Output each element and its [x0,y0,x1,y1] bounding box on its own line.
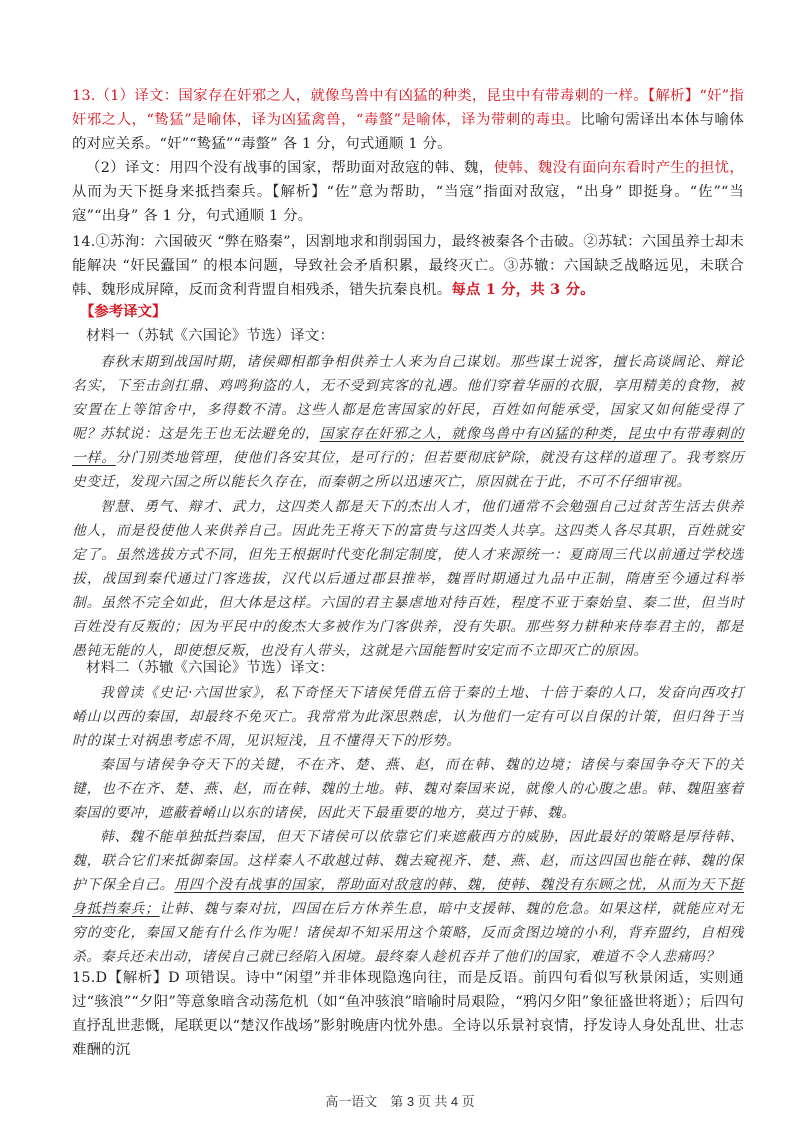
material2-p3-text-a: 韩、魏不能单独抵挡秦国，但天下诸侯可以依靠它们来遮蔽西方的威胁，因此最好的策略是厚待韩、魏，联合它们来抵御秦国。这样秦人不敢越过韩、魏去窥视齐、楚、燕、赵，而这四国也能在韩、魏的保护下保全自己。 [72,829,744,893]
material1-p2-underlined: 国家存在奸邪之人，就像鸟兽中有凶猛的种类，昆虫中有带毒刺的一样。 [72,426,745,466]
q13-part2-text-a: （2）译文：用四个没有战事的国家，帮助面对敌寇的韩、魏， [86,160,494,176]
material2-p3-text-b: 让韩、魏与秦对抗，四国在后方休养生息，暗中支援韩、魏的危急。如果这样，就能应对无穷的变化，秦国又能有什么作为呢！诸侯却不知采用这个策略，反而贪图边境的小利，背弃盟约，自相残杀。秦兵还未出动，诸侯自己就已经陷入困境。最终秦人趁机吞并了他们的国家，难道不令人悲痛吗？ [72,901,744,965]
q13-part1-label: 13.（1）译文： [72,88,179,104]
q15-answer: 15.D【解析】D 项错误。诗中“闲望”并非体现隐逸向往，而是反语。前四句看似写秋景闲适，实则通过“骇浪”“夕阳”等意象暗含动荡危机（如“鱼冲骇浪”暗喻时局艰险，“鸦闪夕阳”象征盛世将逝）；后四句直抒乱世悲慨，尾联更以“楚汉作战场”影射晚唐内忧外患。全诗以乐景衬哀情，抒发诗人身处乱世、壮志难酬的沉 [72,970,744,1058]
material1-p2-text-a: 苏轼说：这是先王也无法避免的， [100,426,320,442]
q13-part1 [72,84,744,156]
q13-part2-highlight: 使韩、魏没有面向东看时产生的担忧， [493,160,744,176]
q13-part2 [72,156,744,228]
q14-answer [72,230,744,302]
material2-paragraph3 [72,825,744,969]
material1-paragraph2 [72,422,744,494]
material2-paragraph1: 我曾读《史记·六国世家》，私下奇怪天下诸侯凭借五倍于秦的土地、十倍于秦的人口，发奋向西攻打崤山以西的秦国，却最终不免灭亡。我常常为此深思熟虑，认为他们一定有可以自保的计策，但归咎于当时的谋士对祸患考虑不周，见识短浅，且不懂得天下的形势。 [72,685,744,749]
q13-part1-note: 比喻句需译出本体与喻体的对应关系。“奸”“鸷猛”“毒螫” 各 1 分，句式通顺 1 分。 [72,112,744,152]
material1-p2-text-b: 分门别类地管理，使他们各安其位，是可行的；但若要彻底铲除，就没有这样的道理了。我考察历史变迁，发现六国之所以能长久存在，而秦朝之所以迅速灭亡，原因就在于此，不可不仔细审视。 [72,450,744,490]
material1-title: 材料一（苏轼《六国论》节选）译文： [86,328,335,344]
q13-part2-text-b: 从而为天下挺身来抵挡秦兵。【解析】“佐”意为帮助，“当寇”指面对敌寇，“出身” 即挺身。“佐”“当寇”“出身” 各 1 分，句式通顺 1 分。 [72,184,744,224]
page-footer: 高一语文 第 3 页 共 4 页 [325,1094,475,1109]
q14-score: 每点 1 分，共 3 分。 [451,281,595,298]
material2-title: 材料二（苏辙《六国论》节选）译文： [86,660,335,676]
material1-paragraph3: 智慧、勇气、辩才、武力，这四类人都是天下的杰出人才，他们通常不会勉强自己过贫苦生活去供养他人，而是役使他人来供养自己。因此先王将天下的富贵与这四类人共享。这四类人各尽其职，百姓就安定了。虽然选拔方式不同，但先王根据时代变化制定制度，使人才来源统一：夏商周三代以前通过学校选拔，战国到秦代通过门客选拔，汉代以后通过郡县推举，魏晋时期通过九品中正制，隋唐至今通过科举制。虽然不完全如此，但大体是这样。六国的君主暴虐地对待百姓，程度不亚于秦始皇、秦二世，但当时百姓没有反叛的；因为平民中的俊杰大多被作为门客供养，没有失职。那些努力耕种来侍奉君主的，都是愚钝无能的人，即使想反叛，也没有人带头，这就是六国能暂时安定而不立即灭亡的原因。 [72,499,744,659]
material2-p3-underlined: 用四个没有战事的国家，帮助面对敌寇的韩、魏，使韩、魏没有东顾之忧，从而为天下挺身抵挡秦兵； [72,877,744,917]
q14-text: 14.①苏洵：六国破灭 “弊在赂秦”，因割地求和削弱国力，最终被秦各个击破。②苏轼：六国虽养士却未能解决 “奸民蠹国” 的根本问题，导致社会矛盾积累，最终灭亡。③苏辙：六国缺乏战略远见，未联合韩、魏形成屏障，反而贪利背盟自相残杀，错失抗秦良机。 [72,234,744,298]
q13-part1-answer: 国家存在奸邪之人，就像鸟兽中有凶猛的种类，昆虫中有带毒刺的一样。【解析】“奸”指奸邪之人，“鸷猛”是喻体，译为凶猛禽兽，“毒螫”是喻体，译为带刺的毒虫。 [72,88,744,128]
material2-paragraph2: 秦国与诸侯争夺天下的关键，不在齐、楚、燕、赵，而在韩、魏的边境；诸侯与秦国争夺天下的关键，也不在齐、楚、燕、赵，而在韩、魏的土地。韩、魏对秦国来说，就像人的心腹之患。韩、魏阻塞着秦国的要冲，遮蔽着崤山以东的诸侯，因此天下最重要的地方，莫过于韩、魏。 [72,757,744,821]
material1-paragraph1: 春秋末期到战国时期，诸侯卿相都争相供养士人来为自己谋划。那些谋士说客，擅长高谈阔论、辩论名实，下至击剑扛鼎、鸡鸣狗盗的人，无不受到宾客的礼遇。他们穿着华丽的衣服，享用精美的食物，被安置在上等馆舍中，多得数不清。这些人都是危害国家的奸民，百姓如何能承受，国家又如何能受得了呢？ [72,354,744,442]
reference-translation-title: 【参考译文】 [80,303,167,320]
